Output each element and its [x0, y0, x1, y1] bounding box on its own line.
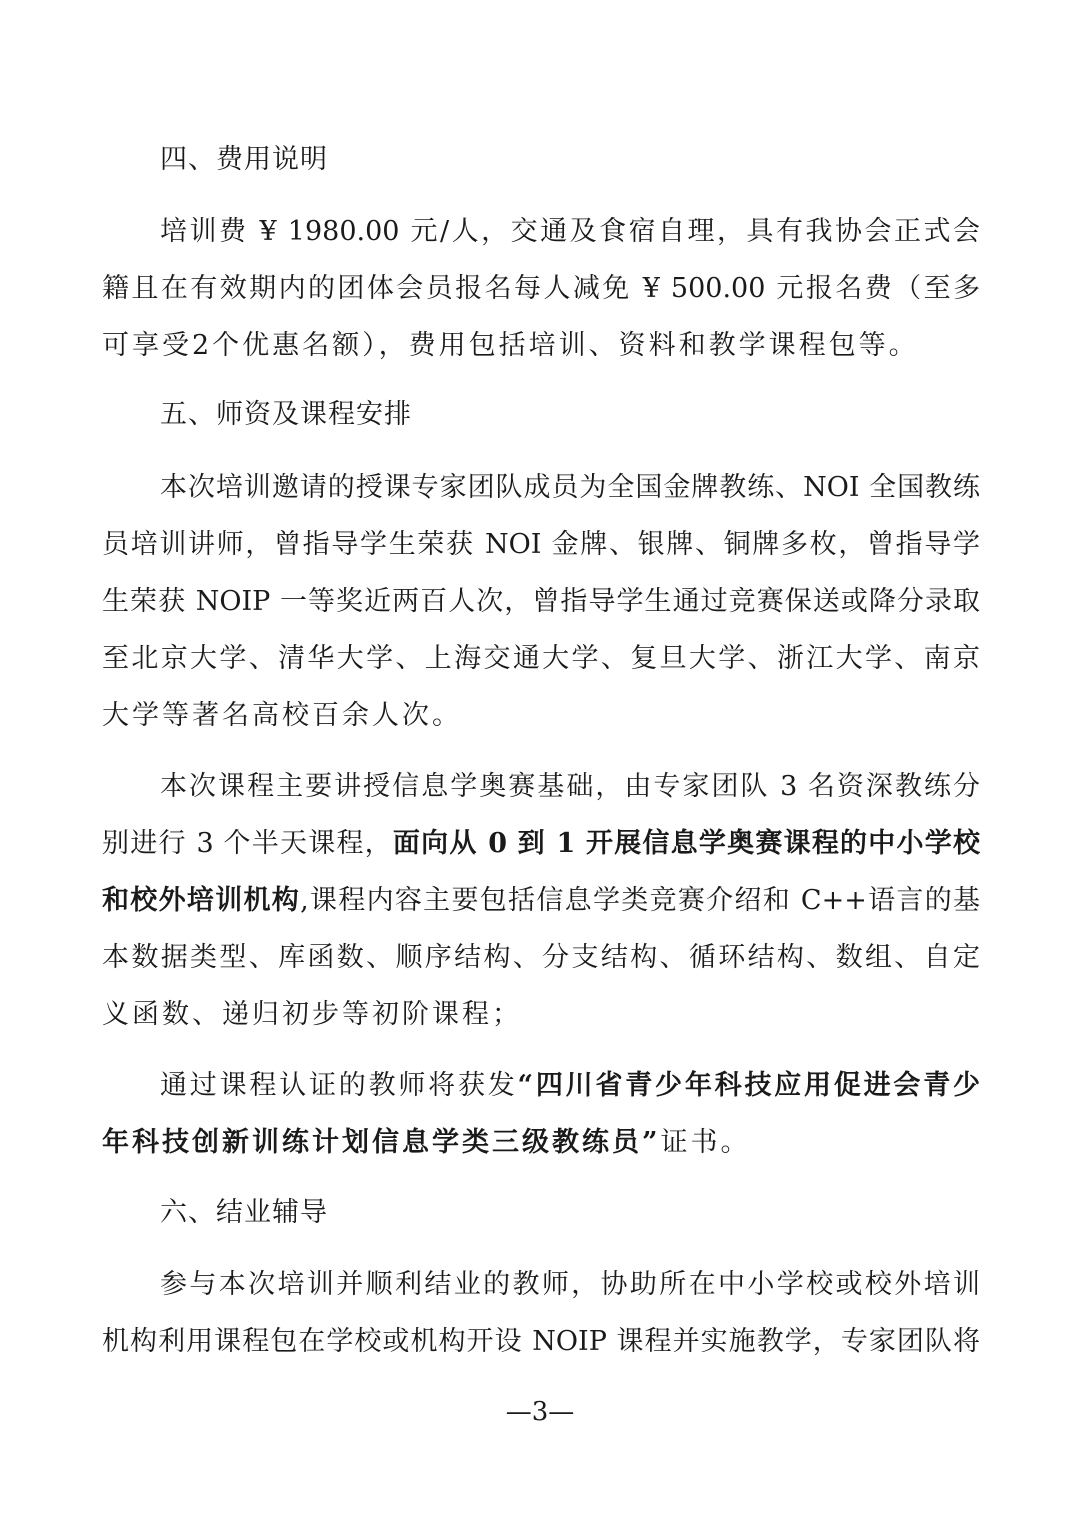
- text-line: [102, 1123, 980, 1163]
- text-line: [102, 824, 980, 864]
- text-segment: 参与本次培训并顺利结业的教师，协助所在中小学校或校外培训: [160, 1269, 980, 1300]
- bold-text: 面向从 0 到 1 开展信息学奥赛课程的中小学校: [392, 828, 980, 859]
- text-segment: 本次课程主要讲授信息学奥赛基础，由专家团队 3 名资深教练分: [160, 771, 980, 802]
- text-line: [160, 212, 980, 252]
- text-line: [102, 696, 980, 736]
- section-heading: [160, 140, 328, 180]
- text-segment: 籍且在有效期内的团体会员报名每人减免 ¥ 500.00 元报名费（至多: [102, 273, 980, 304]
- text-line: [160, 1265, 980, 1305]
- text-segment: 四、费用说明: [160, 144, 328, 175]
- bold-text: 和校外培训机构: [102, 885, 301, 916]
- text-segment: 至北京大学、清华大学、上海交通大学、复旦大学、浙江大学、南京: [102, 643, 980, 674]
- text-line: [160, 468, 980, 508]
- text-segment: 员培训讲师，曾指导学生荣获 NOI 金牌、银牌、铜牌多枚，曾指导学: [102, 529, 980, 560]
- text-line: [160, 1066, 980, 1106]
- text-segment: 大学等著名高校百余人次。: [102, 700, 462, 731]
- text-line: [102, 995, 980, 1035]
- text-segment: 机构利用课程包在学校或机构开设 NOIP 课程并实施教学，专家团队将: [102, 1326, 980, 1357]
- text-line: [102, 938, 980, 978]
- text-segment: 义函数、递归初步等初阶课程；: [102, 999, 522, 1030]
- text-segment: 培训费 ¥ 1980.00 元/人，交通及食宿自理，具有我协会正式会: [160, 216, 980, 247]
- section-heading: [160, 1193, 328, 1233]
- text-line: [102, 1322, 980, 1362]
- text-segment: 六、结业辅导: [160, 1197, 328, 1228]
- bold-text: 年科技创新训练计划信息学类三级教练员”: [102, 1127, 661, 1158]
- text-line: [160, 767, 980, 807]
- text-line: [102, 881, 980, 921]
- bold-text: “四川省青少年科技应用促进会青少: [517, 1070, 981, 1101]
- text-segment: 可享受2个优惠名额），费用包括培训、资料和教学课程包等。: [102, 330, 919, 361]
- text-segment: 证书。: [660, 1127, 751, 1158]
- text-line: [102, 525, 980, 565]
- page-number: —3—: [505, 1397, 575, 1427]
- text-line: [102, 639, 980, 679]
- section-heading: [160, 395, 412, 435]
- text-segment: 别进行 3 个半天课程，: [102, 828, 393, 859]
- text-line: [102, 582, 980, 622]
- text-segment: 五、师资及课程安排: [160, 399, 412, 430]
- text-segment: 本次培训邀请的授课专家团队成员为全国金牌教练、NOI 全国教练: [160, 472, 980, 503]
- text-segment: 生荣获 NOIP 一等奖近两百人次，曾指导学生通过竞赛保送或降分录取: [102, 586, 980, 617]
- text-line: [102, 269, 980, 309]
- text-segment: ,课程内容主要包括信息学类竞赛介绍和 C++语言的基: [300, 885, 981, 916]
- text-line: [102, 326, 980, 366]
- text-segment: 本数据类型、库函数、顺序结构、分支结构、循环结构、数组、自定: [102, 942, 980, 973]
- text-segment: 通过课程认证的教师将获发: [160, 1070, 518, 1101]
